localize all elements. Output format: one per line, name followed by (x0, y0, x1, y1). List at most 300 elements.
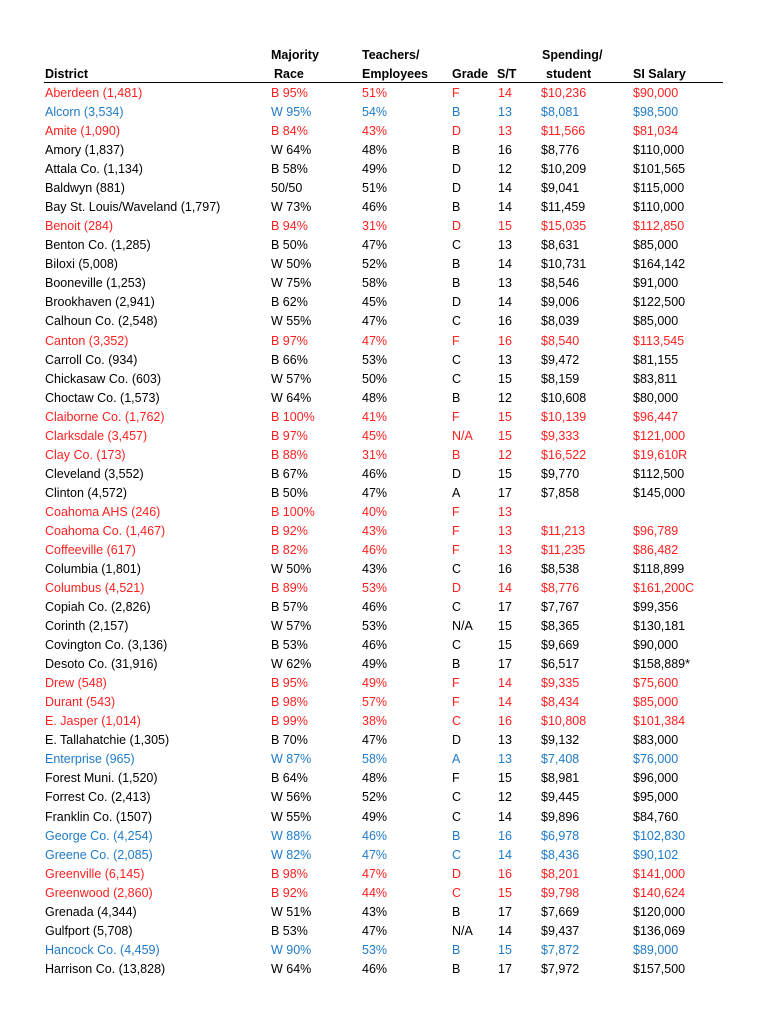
table-row (0, 674, 768, 693)
table-row (0, 293, 768, 312)
teachers-cell: 53% (362, 619, 388, 634)
teachers-cell: 58% (362, 276, 388, 291)
teachers-cell: 53% (362, 581, 388, 596)
spending-cell: $7,972 (541, 961, 580, 976)
teachers-cell: 46% (362, 200, 388, 215)
st-cell: 15 (498, 409, 512, 424)
grade-cell: B (452, 961, 461, 976)
district-cell: Forest Muni. (1,520) (45, 771, 158, 786)
spending-cell: $7,767 (541, 600, 580, 615)
race-cell: B 89% (271, 581, 308, 596)
teachers-cell: 48% (362, 771, 388, 786)
teachers-cell: 44% (362, 885, 388, 900)
teachers-cell: 43% (362, 562, 388, 576)
salary-cell: $145,000 (633, 485, 686, 500)
grade-cell: C (452, 885, 462, 900)
spending-cell: $8,776 (541, 581, 580, 596)
spending-cell: $8,540 (541, 333, 580, 348)
grade-cell: C (452, 314, 462, 329)
district-cell: Columbus (4,521) (45, 581, 145, 596)
race-cell: B 84% (271, 124, 308, 139)
district-cell: Choctaw Co. (1,573) (45, 390, 160, 405)
teachers-cell: 47% (362, 333, 388, 348)
spending-cell: $9,041 (541, 181, 580, 196)
grade-cell: B (452, 257, 461, 272)
table-row (0, 560, 768, 579)
district-cell: E. Tallahatchie (1,305) (45, 733, 170, 748)
race-cell: B 94% (271, 219, 308, 234)
teachers-cell: 53% (362, 352, 388, 367)
spending-cell: $9,132 (541, 733, 580, 748)
header-spending-line1: Spending/ (542, 48, 603, 62)
table-row (0, 484, 768, 503)
grade-cell: D (452, 866, 462, 881)
header-spending-line2: student (546, 67, 592, 81)
table-row (0, 503, 768, 522)
race-cell: B 64% (271, 771, 308, 786)
salary-cell: $136,069 (633, 923, 686, 938)
district-cell: George Co. (4,254) (45, 828, 153, 843)
header-salary: SI Salary (633, 67, 686, 81)
teachers-cell: 43% (362, 124, 388, 139)
teachers-cell: 58% (362, 752, 388, 767)
salary-cell: $85,000 (633, 314, 679, 329)
district-cell: Baldwyn (881) (45, 181, 125, 196)
teachers-cell: 49% (362, 676, 388, 691)
grade-cell: B (452, 390, 461, 405)
race-cell: W 56% (271, 790, 312, 805)
race-cell: B 100% (271, 409, 315, 424)
st-cell: 12 (498, 162, 512, 177)
teachers-cell: 40% (362, 504, 388, 519)
table-row (0, 865, 768, 884)
grade-cell: F (452, 695, 460, 710)
table-row (0, 617, 768, 636)
teachers-cell: 31% (362, 219, 388, 234)
district-cell: Clarksdale (3,457) (45, 428, 148, 443)
salary-cell: $113,545 (633, 333, 685, 348)
salary-cell: $90,000 (633, 86, 679, 100)
grade-cell: D (452, 733, 462, 748)
grade-cell: A (452, 752, 461, 767)
spending-cell: $10,139 (541, 409, 587, 424)
st-cell: 15 (498, 371, 512, 386)
table-row (0, 351, 768, 370)
race-cell: W 55% (271, 809, 312, 824)
teachers-cell: 46% (362, 466, 388, 481)
grade-cell: B (452, 447, 461, 462)
salary-cell: $85,000 (633, 695, 679, 710)
spending-cell: $8,538 (541, 562, 580, 576)
st-cell: 16 (498, 314, 512, 329)
teachers-cell: 46% (362, 828, 388, 843)
district-cell: Harrison Co. (13,828) (45, 961, 166, 976)
salary-cell: $112,500 (633, 466, 685, 481)
st-cell: 14 (498, 676, 512, 691)
table-row (0, 769, 768, 788)
race-cell: B 70% (271, 733, 308, 748)
st-cell: 17 (498, 657, 512, 672)
race-cell: B 95% (271, 86, 308, 100)
table-row (0, 427, 768, 446)
grade-cell: C (452, 600, 462, 615)
salary-cell: $102,830 (633, 828, 686, 843)
salary-cell: $118,899 (633, 562, 685, 576)
grade-cell: B (452, 105, 461, 120)
table-row (0, 332, 768, 351)
table-row (0, 712, 768, 731)
district-cell: Copiah Co. (2,826) (45, 600, 151, 615)
district-cell: Forrest Co. (2,413) (45, 790, 151, 805)
st-cell: 14 (498, 295, 512, 310)
district-cell: Brookhaven (2,941) (45, 295, 155, 310)
district-cell: Desoto Co. (31,916) (45, 657, 158, 672)
race-cell: B 62% (271, 295, 308, 310)
table-row (0, 179, 768, 198)
st-cell: 14 (498, 847, 512, 862)
st-cell: 14 (498, 181, 512, 196)
salary-cell: $96,447 (633, 409, 679, 424)
spending-cell: $11,213 (541, 523, 586, 538)
spending-cell: $7,858 (541, 485, 580, 500)
race-cell: B 92% (271, 885, 308, 900)
teachers-cell: 47% (362, 866, 388, 881)
district-cell: Grenada (4,344) (45, 904, 137, 919)
grade-cell: B (452, 904, 461, 919)
teachers-cell: 43% (362, 523, 388, 538)
district-cell: Hancock Co. (4,459) (45, 942, 160, 957)
salary-cell: $86,482 (633, 542, 679, 557)
spending-cell: $10,236 (541, 86, 587, 100)
district-cell: Amory (1,837) (45, 143, 125, 158)
district-cell: Claiborne Co. (1,762) (45, 409, 165, 424)
race-cell: W 95% (271, 105, 312, 120)
st-cell: 17 (498, 600, 512, 615)
table-row (0, 750, 768, 769)
grade-cell: C (452, 352, 462, 367)
salary-cell: $140,624 (633, 885, 686, 900)
salary-cell: $110,000 (633, 143, 685, 158)
race-cell: B 50% (271, 485, 308, 500)
district-cell: Coahoma Co. (1,467) (45, 523, 166, 538)
grade-cell: D (452, 124, 462, 139)
grade-cell: B (452, 942, 461, 957)
spending-cell: $9,445 (541, 790, 580, 805)
race-cell: W 51% (271, 904, 312, 919)
st-cell: 14 (498, 695, 512, 710)
grade-cell: B (452, 143, 461, 158)
race-cell: B 100% (271, 504, 315, 519)
table-row (0, 788, 768, 807)
table-row (0, 846, 768, 865)
race-cell: B 95% (271, 676, 308, 691)
race-cell: W 64% (271, 390, 312, 405)
teachers-cell: 57% (362, 695, 388, 710)
table-row (0, 903, 768, 922)
district-cell: Greenwood (2,860) (45, 885, 153, 900)
race-cell: B 98% (271, 866, 308, 881)
grade-cell: F (452, 523, 460, 538)
st-cell: 16 (498, 143, 512, 158)
grade-cell: B (452, 657, 461, 672)
race-cell: B 97% (271, 428, 308, 443)
grade-cell: B (452, 276, 461, 291)
header-race-line2: Race (274, 67, 304, 81)
district-cell: Aberdeen (1,481) (45, 86, 143, 100)
spending-cell: $11,235 (541, 542, 586, 557)
district-cell: Drew (548) (45, 676, 107, 691)
district-cell: Enterprise (965) (45, 752, 135, 767)
st-cell: 15 (498, 219, 512, 234)
st-cell: 17 (498, 485, 512, 500)
table-row (0, 141, 768, 160)
salary-cell: $101,565 (633, 162, 686, 177)
spending-cell: $9,335 (541, 676, 580, 691)
table-row (0, 274, 768, 293)
st-cell: 13 (498, 523, 512, 538)
salary-cell: $89,000 (633, 942, 679, 957)
teachers-cell: 46% (362, 600, 388, 615)
grade-cell: C (452, 714, 462, 729)
race-cell: W 88% (271, 828, 312, 843)
table-row (0, 808, 768, 827)
st-cell: 13 (498, 238, 512, 253)
salary-cell: $95,000 (633, 790, 679, 805)
grade-cell: N/A (452, 428, 473, 443)
st-cell: 14 (498, 809, 512, 824)
st-cell: 16 (498, 828, 512, 843)
teachers-cell: 48% (362, 143, 388, 158)
teachers-cell: 49% (362, 657, 388, 672)
spending-cell: $7,669 (541, 904, 580, 919)
table-row (0, 370, 768, 389)
st-cell: 13 (498, 105, 512, 120)
grade-cell: C (452, 847, 462, 862)
st-cell: 15 (498, 428, 512, 443)
race-cell: W 82% (271, 847, 312, 862)
race-cell: W 55% (271, 314, 312, 329)
race-cell: B 50% (271, 238, 308, 253)
spending-cell: $9,472 (541, 352, 580, 367)
spending-cell: $10,209 (541, 162, 587, 177)
teachers-cell: 52% (362, 257, 388, 272)
race-cell: W 62% (271, 657, 312, 672)
st-cell: 12 (498, 790, 512, 805)
table-row (0, 408, 768, 427)
spending-cell: $8,039 (541, 314, 580, 329)
st-cell: 14 (498, 923, 512, 938)
st-cell: 16 (498, 866, 512, 881)
st-cell: 13 (498, 542, 512, 557)
teachers-cell: 51% (362, 181, 388, 196)
salary-cell: $141,000 (633, 866, 686, 881)
grade-cell: F (452, 542, 460, 557)
table-row (0, 636, 768, 655)
race-cell: B 58% (271, 162, 308, 177)
st-cell: 12 (498, 390, 512, 405)
teachers-cell: 45% (362, 295, 388, 310)
district-cell: Franklin Co. (1507) (45, 809, 152, 824)
table-row (0, 389, 768, 408)
header-teachers-line2: Employees (362, 67, 429, 81)
grade-cell: F (452, 333, 460, 348)
grade-cell: C (452, 238, 462, 253)
district-cell: Clinton (4,572) (45, 485, 127, 500)
table-row (0, 122, 768, 141)
table-row (0, 312, 768, 331)
grade-cell: D (452, 219, 462, 234)
district-cell: Benoit (284) (45, 219, 114, 234)
grade-cell: F (452, 504, 460, 519)
grade-cell: F (452, 771, 460, 786)
district-cell: Calhoun Co. (2,548) (45, 314, 158, 329)
spending-cell: $9,006 (541, 295, 580, 310)
salary-cell: $81,155 (633, 352, 679, 367)
race-cell: B 97% (271, 333, 308, 348)
district-cell: Benton Co. (1,285) (45, 238, 151, 253)
table-row (0, 655, 768, 674)
header-grade: Grade (452, 67, 489, 81)
spending-cell: $15,035 (541, 219, 587, 234)
st-cell: 15 (498, 466, 512, 481)
salary-cell: $158,889* (633, 657, 691, 672)
salary-cell: $83,000 (633, 733, 679, 748)
salary-cell: $76,000 (633, 752, 679, 767)
salary-cell: $83,811 (633, 371, 678, 386)
teachers-cell: 47% (362, 733, 388, 748)
table-row (0, 693, 768, 712)
race-cell: 50/50 (271, 181, 303, 196)
salary-cell: $115,000 (633, 181, 685, 196)
spending-cell: $11,459 (541, 200, 586, 215)
table-row (0, 827, 768, 846)
salary-cell: $19,610R (633, 447, 688, 462)
header-st: S/T (497, 67, 517, 81)
grade-cell: N/A (452, 923, 473, 938)
race-cell: B 82% (271, 542, 308, 557)
header-district: District (45, 67, 89, 81)
district-cell: Covington Co. (3,136) (45, 638, 168, 653)
st-cell: 13 (498, 352, 512, 367)
district-cell: Coahoma AHS (246) (45, 504, 161, 519)
district-cell: Clay Co. (173) (45, 447, 126, 462)
salary-cell: $121,000 (633, 428, 686, 443)
salary-cell: $91,000 (633, 276, 679, 291)
st-cell: 15 (498, 885, 512, 900)
table-row (0, 598, 768, 617)
teachers-cell: 46% (362, 638, 388, 653)
st-cell: 16 (498, 333, 512, 348)
grade-cell: C (452, 809, 462, 824)
race-cell: W 57% (271, 371, 312, 386)
district-cell: E. Jasper (1,014) (45, 714, 141, 729)
table-row (0, 522, 768, 541)
race-cell: W 50% (271, 257, 312, 272)
race-cell: B 67% (271, 466, 308, 481)
race-cell: B 88% (271, 447, 308, 462)
district-cell: Coffeeville (617) (45, 542, 136, 557)
grade-cell: D (452, 466, 462, 481)
teachers-cell: 31% (362, 447, 388, 462)
race-cell: W 64% (271, 143, 312, 158)
teachers-cell: 45% (362, 428, 388, 443)
header-race-line1: Majority (271, 48, 319, 62)
race-cell: B 66% (271, 352, 308, 367)
spending-cell: $8,436 (541, 847, 580, 862)
salary-cell: $90,000 (633, 638, 679, 653)
st-cell: 13 (498, 124, 512, 139)
salary-cell: $96,789 (633, 523, 679, 538)
spending-cell: $9,798 (541, 885, 580, 900)
district-cell: Gulfport (5,708) (45, 923, 133, 938)
race-cell: B 57% (271, 600, 308, 615)
grade-cell: D (452, 581, 462, 596)
table-row (0, 941, 768, 960)
district-cell: Alcorn (3,534) (45, 105, 124, 120)
teachers-cell: 47% (362, 847, 388, 862)
salary-cell: $98,500 (633, 105, 679, 120)
race-cell: W 75% (271, 276, 312, 291)
teachers-cell: 48% (362, 390, 388, 405)
spending-cell: $10,808 (541, 714, 587, 729)
teachers-cell: 38% (362, 714, 388, 729)
salary-cell: $122,500 (633, 295, 686, 310)
spending-cell: $10,608 (541, 390, 587, 405)
spending-cell: $10,731 (541, 257, 587, 272)
spending-cell: $8,981 (541, 771, 580, 786)
district-cell: Durant (543) (45, 695, 116, 710)
grade-cell: C (452, 790, 462, 805)
district-cell: Greene Co. (2,085) (45, 847, 153, 862)
district-cell: Carroll Co. (934) (45, 352, 138, 367)
table-row (0, 160, 768, 179)
table-row (0, 84, 768, 103)
st-cell: 14 (498, 200, 512, 215)
teachers-cell: 49% (362, 809, 388, 824)
spending-cell: $11,566 (541, 124, 586, 139)
race-cell: W 87% (271, 752, 312, 767)
teachers-cell: 43% (362, 904, 388, 919)
st-cell: 17 (498, 961, 512, 976)
district-cell: Cleveland (3,552) (45, 466, 144, 481)
salary-cell: $130,181 (633, 619, 686, 634)
st-cell: 13 (498, 504, 512, 519)
salary-cell: $84,760 (633, 809, 679, 824)
spending-cell: $9,896 (541, 809, 580, 824)
spending-cell: $16,522 (541, 447, 587, 462)
st-cell: 14 (498, 86, 512, 100)
race-cell: W 73% (271, 200, 312, 215)
district-cell: Canton (3,352) (45, 333, 129, 348)
district-cell: Attala Co. (1,134) (45, 162, 143, 177)
st-cell: 15 (498, 771, 512, 786)
st-cell: 15 (498, 942, 512, 957)
teachers-cell: 47% (362, 238, 388, 253)
table-row (0, 922, 768, 941)
st-cell: 16 (498, 562, 512, 576)
table-row (0, 198, 768, 217)
salary-cell: $75,600 (633, 676, 679, 691)
st-cell: 12 (498, 447, 512, 462)
grade-cell: C (452, 638, 462, 653)
race-cell: W 50% (271, 562, 312, 576)
st-cell: 13 (498, 752, 512, 767)
spending-cell: $8,546 (541, 276, 580, 291)
table-row (0, 465, 768, 484)
table-row (0, 217, 768, 236)
spending-cell: $9,333 (541, 428, 580, 443)
teachers-cell: 51% (362, 86, 388, 100)
